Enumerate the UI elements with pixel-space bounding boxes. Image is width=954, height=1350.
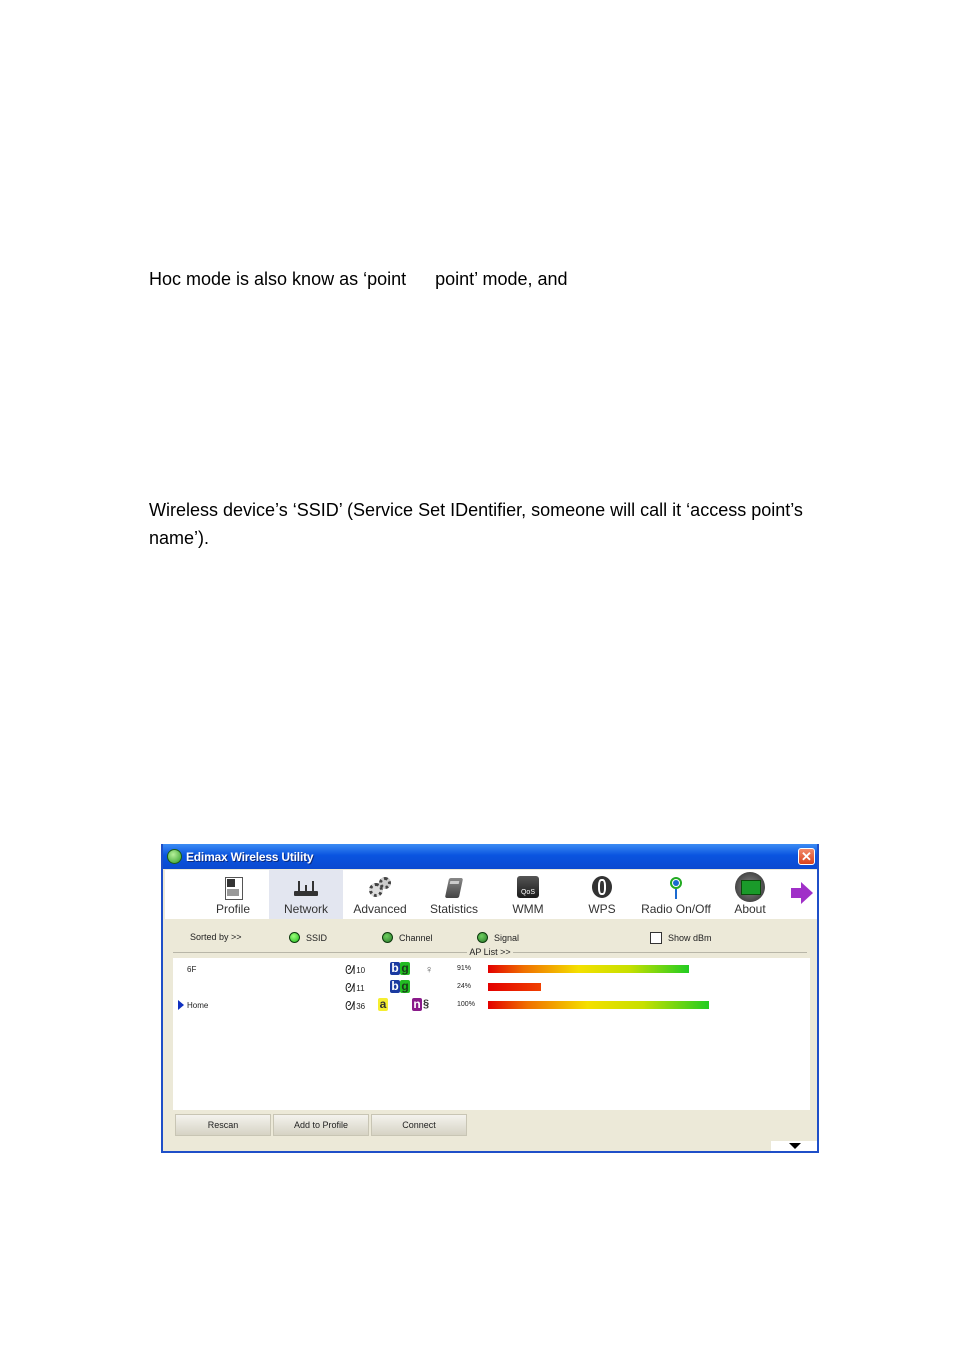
sort-channel-label: Channel — [399, 932, 433, 943]
statistics-icon — [442, 876, 466, 900]
ap-list-text: AP List >> — [469, 947, 511, 957]
signal-radio-icon — [477, 932, 488, 943]
doc-line-1-b: point’ mode, and — [435, 269, 568, 289]
channel-icon: ᘛ — [345, 999, 356, 1013]
app-icon — [167, 849, 182, 864]
rescan-button[interactable]: Rescan — [175, 1114, 271, 1136]
ap-ssid: 6F — [187, 965, 197, 974]
tab-network[interactable] — [269, 870, 343, 919]
selected-arrow-icon — [178, 1000, 184, 1010]
tab-profile-label: Profile — [215, 902, 250, 916]
tab-advanced[interactable] — [343, 870, 417, 919]
ap-channel — [345, 981, 365, 996]
wireless-utility-window — [161, 844, 819, 1153]
doc-line-1-a: Hoc mode is also know as ‘point — [149, 269, 407, 289]
network-icon — [294, 876, 318, 900]
signal-bar — [488, 983, 541, 991]
ap-row-selected[interactable] — [173, 998, 810, 1014]
ap-signal-value: 24 — [457, 983, 465, 990]
qos-icon: QoS — [516, 876, 540, 900]
signal-bar — [488, 1001, 709, 1009]
mode-n-icon: n — [413, 997, 421, 1011]
toolbar-spacer — [165, 870, 197, 919]
ap-channel-number: 36 — [356, 1002, 366, 1011]
sort-signal-radio[interactable] — [477, 932, 519, 943]
about-icon — [735, 872, 765, 902]
tab-statistics[interactable] — [417, 870, 491, 919]
ap-signal-percent: 24% — [457, 983, 472, 990]
close-button[interactable] — [798, 848, 815, 865]
checkbox-icon — [650, 932, 662, 944]
channel-icon: ᘛ — [345, 963, 356, 977]
sort-bar — [163, 928, 817, 948]
mode-a-icon: a — [379, 997, 387, 1011]
tab-radio-label: Radio On/Off — [641, 902, 711, 916]
ap-channel — [345, 963, 365, 978]
ssid-radio-icon — [289, 932, 300, 943]
show-dbm-label: Show dBm — [668, 933, 712, 943]
next-arrow-icon — [790, 881, 814, 905]
profile-icon — [221, 876, 245, 900]
tab-wmm-label: WMM — [512, 902, 544, 916]
tab-network-label: Network — [283, 902, 328, 916]
sort-signal-label: Signal — [494, 932, 520, 943]
tab-about[interactable] — [713, 870, 787, 919]
radio-antenna-icon — [664, 876, 688, 900]
ap-signal-percent: 91% — [457, 965, 472, 972]
mode-b-icon: b — [391, 979, 399, 993]
mode-b-icon: b — [391, 961, 399, 975]
sort-ssid-label: SSID — [306, 932, 328, 943]
ap-signal-value: 100 — [457, 1001, 469, 1008]
channel-radio-icon — [382, 932, 393, 943]
chevron-down-icon[interactable] — [789, 1143, 801, 1149]
wps-small-icon: § — [423, 998, 430, 1010]
signal-bar — [488, 965, 689, 973]
title-bar[interactable] — [163, 844, 817, 869]
sorted-by-label — [190, 932, 242, 942]
ap-channel — [345, 999, 365, 1014]
wps-icon — [590, 876, 614, 900]
gears-icon — [368, 876, 392, 900]
tab-about-label: About — [734, 902, 766, 916]
ap-signal-value: 91 — [457, 965, 465, 972]
doc-line-1 — [149, 265, 568, 293]
sort-channel-radio[interactable] — [382, 932, 433, 943]
sort-ssid-radio[interactable] — [289, 932, 327, 943]
mode-g-icon: g — [401, 961, 409, 975]
window-title: Edimax Wireless Utility — [186, 849, 314, 864]
close-icon: ✕ — [801, 848, 812, 864]
ap-channel-number: 10 — [356, 966, 366, 975]
tab-wmm[interactable] — [491, 870, 565, 919]
key-icon: ♀ — [425, 964, 434, 976]
ap-row[interactable] — [173, 980, 810, 996]
tab-radio-on-off[interactable] — [639, 870, 713, 919]
action-buttons — [175, 1114, 467, 1136]
doc-line-3: name’). — [149, 528, 210, 548]
next-button[interactable] — [787, 870, 817, 919]
tab-statistics-label: Statistics — [429, 902, 478, 916]
mode-g-icon: g — [401, 979, 409, 993]
ap-list[interactable] — [173, 958, 810, 1110]
channel-icon: ᘛ — [345, 981, 356, 995]
doc-line-2: Wireless device’s ‘SSID’ (Service Set IDentifier, someone will call it ‘access point’s — [149, 500, 803, 520]
connect-button[interactable]: Connect — [371, 1114, 467, 1136]
tab-advanced-label: Advanced — [353, 902, 407, 916]
ap-channel-number: 11 — [356, 984, 365, 993]
ap-ssid: Home — [187, 1001, 209, 1010]
show-dbm-checkbox[interactable] — [650, 932, 712, 944]
tab-wps-label: WPS — [588, 902, 616, 916]
add-to-profile-button[interactable]: Add to Profile — [273, 1114, 369, 1136]
sorted-by-text: Sorted by >> — [190, 932, 242, 942]
tab-wps[interactable] — [565, 870, 639, 919]
ap-signal-percent: 100% — [457, 1001, 475, 1008]
tab-profile[interactable] — [197, 870, 269, 919]
ap-list-label — [163, 947, 817, 957]
ap-row[interactable] — [173, 962, 810, 978]
toolbar — [165, 870, 817, 919]
